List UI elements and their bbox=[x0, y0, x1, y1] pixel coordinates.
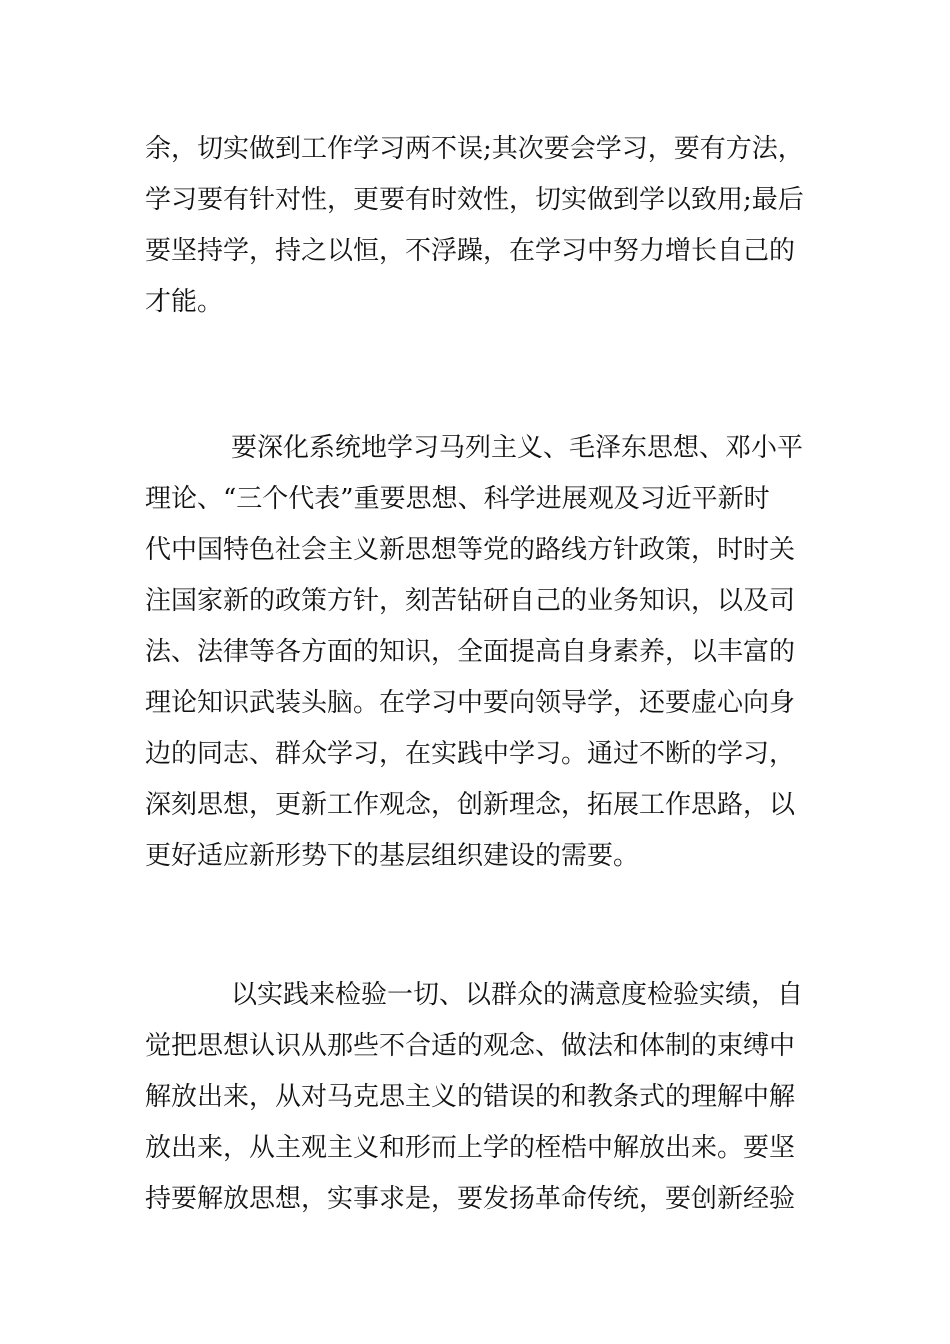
paragraph-3 bbox=[145, 970, 815, 1225]
text-line: 法、法律等各方面的知识，全面提高自身素养，以丰富的 bbox=[145, 637, 796, 667]
text-line: 解放出来，从对马克思主义的错误的和教条式的理解中解 bbox=[145, 1082, 796, 1112]
text-line: 深刻思想，更新工作观念，创新理念，拓展工作思路，以 bbox=[145, 790, 796, 820]
text-line-indented: 要深化系统地学习马列主义、毛泽东思想、邓小平 bbox=[231, 433, 804, 463]
text-line: 理论、“三个代表”重要思想、科学进展观及习近平新时 bbox=[145, 484, 770, 514]
text-line: 才能。 bbox=[145, 287, 224, 317]
text-line: 理论知识武装头脑。在学习中要向领导学，还要虚心向身 bbox=[145, 688, 796, 718]
paragraph-1 bbox=[145, 124, 815, 328]
text-line: 觉把思想认识从那些不合适的观念、做法和体制的束缚中 bbox=[145, 1031, 796, 1061]
paragraph-2 bbox=[145, 423, 815, 882]
text-line-indented: 以实践来检验一切、以群众的满意度检验实绩，自 bbox=[231, 980, 804, 1010]
text-line: 边的同志、群众学习，在实践中学习。通过不断的学习， bbox=[145, 739, 796, 769]
text-line: 持要解放思想，实事求是，要发扬革命传统，要创新经验 bbox=[145, 1184, 796, 1214]
text-line: 代中国特色社会主义新思想等党的路线方针政策，时时关 bbox=[145, 535, 796, 565]
text-line: 放出来，从主观主义和形而上学的桎梏中解放出来。要坚 bbox=[145, 1133, 796, 1163]
text-line: 学习要有针对性，更要有时效性，切实做到学以致用;最后 bbox=[145, 185, 804, 215]
text-line: 注国家新的政策方针，刻苦钻研自己的业务知识，以及司 bbox=[145, 586, 796, 616]
text-line: 要坚持学，持之以恒，不浮躁，在学习中努力增长自己的 bbox=[145, 236, 796, 266]
text-line: 更好适应新形势下的基层组织建设的需要。 bbox=[145, 841, 640, 871]
text-line: 余，切实做到工作学习两不误;其次要会学习，要有方法， bbox=[145, 134, 804, 164]
